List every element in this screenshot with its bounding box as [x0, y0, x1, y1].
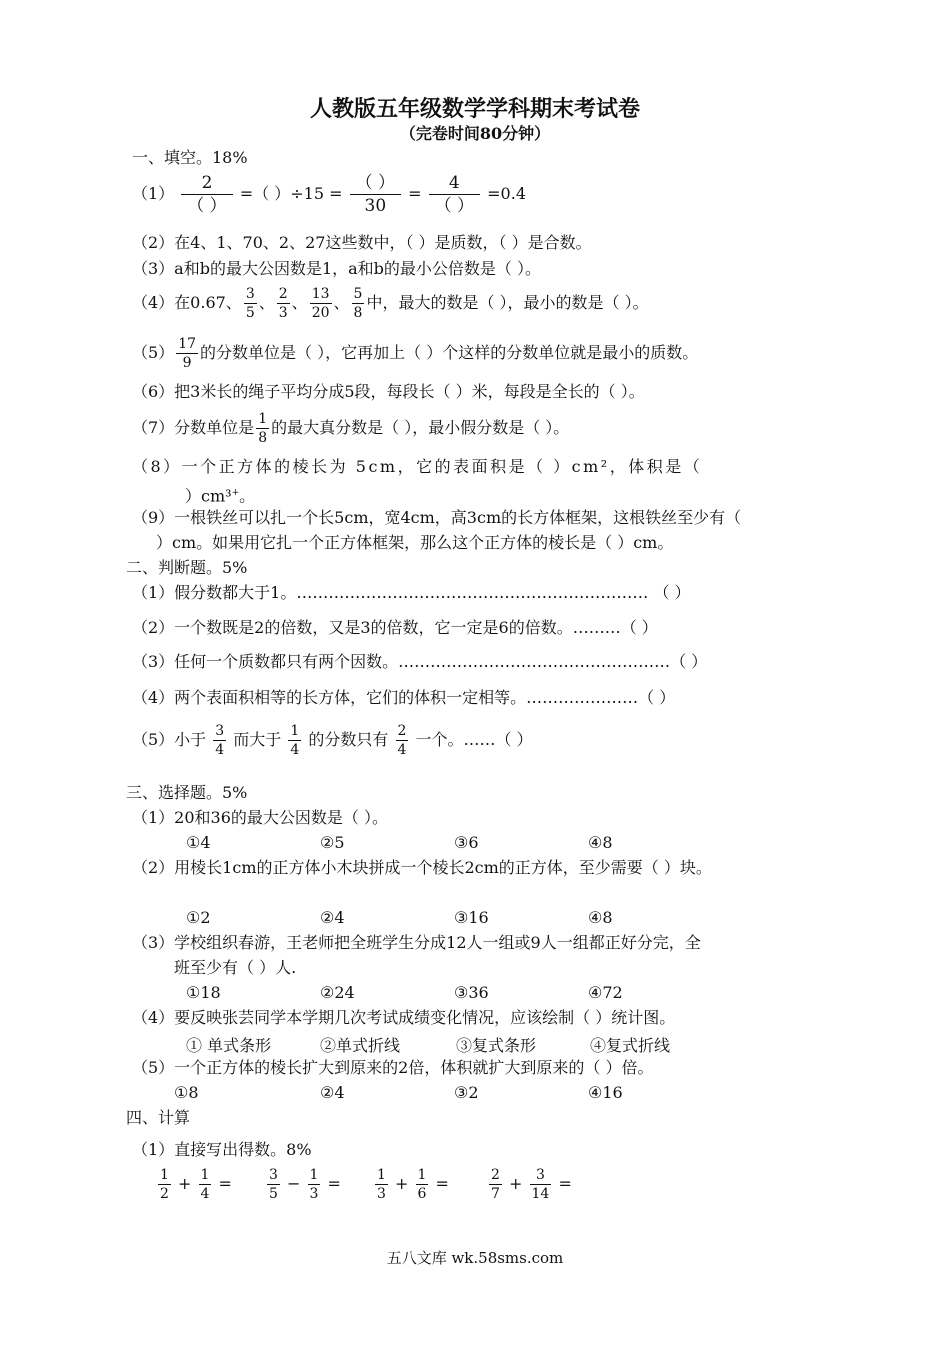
- question-2-3: （3）任何一个质数都只有两个因数。……………………………………………（ ）: [132, 652, 708, 671]
- question-3-3-line1: （3）学校组织春游，王老师把全班学生分成12人一组或9人一组都正好分完，全: [132, 933, 701, 952]
- calc-item-2: [265, 1166, 341, 1203]
- option: ②4: [320, 1083, 345, 1102]
- question-4-1: （1）直接写出得数。8%: [132, 1140, 312, 1159]
- denominator: （ ）: [187, 196, 227, 216]
- denominator: 5: [269, 1186, 278, 1202]
- denominator: 4: [290, 742, 300, 758]
- question-2-4: （4）两个表面积相等的长方体，它们的体积一定相等。…………………（ ）: [132, 688, 676, 707]
- text: ）cm³: [185, 486, 232, 506]
- denominator: 20: [311, 305, 330, 321]
- denominator: 3: [278, 305, 288, 321]
- question-1-9-line2: ）cm。如果用它扎一个正方体框架，那么这个正方体的棱长是（ ）cm。: [156, 533, 674, 552]
- question-3-5: （5）一个正方体的棱长扩大到原来的2倍，体积就扩大到原来的（ ）倍。: [132, 1058, 654, 1077]
- numerator: 1: [160, 1167, 169, 1183]
- fraction: [176, 335, 198, 372]
- denominator: 4: [215, 742, 225, 758]
- denominator: 7: [491, 1186, 500, 1202]
- option: ①18: [186, 983, 221, 1002]
- option: ④8: [588, 908, 613, 927]
- option: ①2: [186, 908, 211, 927]
- numerator: 1: [417, 1167, 427, 1183]
- fraction: [267, 1166, 280, 1203]
- numerator: 1: [200, 1167, 210, 1183]
- fraction: [308, 1166, 321, 1203]
- question-1-2: （2）在4、1、70、2、27这些数中，（ ）是质数，（ ）是合数。: [132, 233, 592, 252]
- option: ②24: [320, 983, 355, 1002]
- text: =0.4: [487, 184, 526, 203]
- numerator: （ ）: [350, 172, 401, 195]
- text: （5）小于: [132, 730, 207, 749]
- question-2-1: （1）假分数都大于1。………………………………………………………… （ ）: [132, 583, 691, 602]
- footer-watermark: 五八文库 wk.58sms.com: [386, 1249, 564, 1267]
- option: ① 单式条形: [186, 1036, 272, 1055]
- question-1-5: [132, 335, 698, 372]
- denominator: 8: [258, 430, 268, 446]
- option: ③复式条形: [456, 1036, 537, 1055]
- section-fill-blank-heading: 一、填空。18%: [132, 148, 248, 167]
- calc-item-1: [156, 1166, 232, 1203]
- fraction: [213, 722, 226, 759]
- equals-sign: =: [435, 1174, 449, 1193]
- calc-item-4: [487, 1166, 572, 1203]
- option: ④8: [588, 833, 613, 852]
- fraction: [416, 1166, 429, 1203]
- denominator: （ ）: [434, 196, 475, 216]
- calc-item-3: [373, 1166, 449, 1203]
- option: ④72: [588, 983, 623, 1002]
- fraction: [199, 1166, 212, 1203]
- question-label: （1）: [132, 184, 175, 203]
- fraction: [288, 722, 301, 759]
- fraction: [352, 285, 365, 322]
- equals-sign: =: [558, 1174, 572, 1193]
- option: ④复式折线: [590, 1036, 671, 1055]
- text: 的分数只有: [308, 730, 389, 749]
- text: 而大于: [233, 730, 282, 749]
- superscript-mark: +: [231, 488, 240, 498]
- section-calculation-heading: 四、计算: [126, 1108, 191, 1127]
- denominator: 8: [353, 305, 363, 321]
- question-3-4: （4）要反映张芸同学本学期几次考试成绩变化情况，应该绘制（ ）统计图。: [132, 1008, 676, 1027]
- section-multiple-choice-heading: 三、选择题。5%: [126, 783, 248, 802]
- numerator: 5: [353, 286, 363, 302]
- numerator: 17: [178, 336, 197, 352]
- denominator: 3: [377, 1186, 386, 1202]
- option: ③2: [454, 1083, 479, 1102]
- fraction: [244, 285, 257, 322]
- question-2-5: [132, 722, 533, 759]
- question-1-6: （6）把3米长的绳子平均分成5段，每段长（ ）米，每段是全长的（ ）。: [132, 382, 645, 401]
- option: ②5: [320, 833, 345, 852]
- numerator: 1: [377, 1167, 386, 1183]
- text: =: [408, 184, 422, 203]
- numerator: 3: [269, 1167, 278, 1183]
- equals-sign: =: [327, 1174, 341, 1193]
- text: 中，最大的数是（ ），最小的数是（ ）。: [366, 293, 649, 312]
- text: 、: [291, 293, 308, 312]
- fraction: [489, 1166, 502, 1203]
- fraction: [277, 285, 290, 322]
- text: 、: [333, 293, 350, 312]
- question-1-1: [132, 172, 526, 217]
- fraction: [181, 172, 232, 217]
- numerator: 3: [215, 723, 225, 739]
- question-1-9-line1: （9）一根铁丝可以扎一个长5cm，宽4cm，高3cm的长方体框架，这根铁丝至少有（: [132, 508, 742, 527]
- text: 一个。……（ ）: [415, 730, 533, 749]
- numerator: 2: [278, 286, 288, 302]
- fraction: [310, 285, 332, 322]
- option: ②单式折线: [320, 1036, 401, 1055]
- denominator: 9: [182, 355, 192, 371]
- text: （5）: [132, 343, 175, 362]
- numerator: 1: [290, 723, 300, 739]
- option: ③6: [454, 833, 479, 852]
- option: ①8: [174, 1083, 199, 1102]
- numerator: 1: [258, 411, 268, 427]
- question-3-1: （1）20和36的最大公因数是（ ）。: [132, 808, 388, 827]
- text: 。: [239, 486, 256, 506]
- fraction: [530, 1166, 552, 1203]
- fraction: [396, 722, 409, 759]
- numerator: 2: [181, 172, 232, 195]
- numerator: 2: [491, 1167, 500, 1183]
- fraction: [158, 1166, 171, 1203]
- operator: +: [395, 1174, 409, 1193]
- numerator: 13: [311, 286, 330, 302]
- question-1-3: （3）a和b的最大公因数是1，a和b的最小公倍数是（ ）。: [132, 259, 542, 278]
- option: ②4: [320, 908, 345, 927]
- question-3-3-line2: 班至少有（ ）人.: [174, 958, 297, 977]
- option: ③16: [454, 908, 489, 927]
- fraction: [429, 172, 480, 217]
- denominator: 30: [364, 196, 387, 216]
- denominator: 3: [309, 1186, 319, 1202]
- operator: +: [178, 1174, 192, 1193]
- fraction: [375, 1166, 388, 1203]
- question-1-4: [132, 285, 649, 322]
- question-3-2: （2）用棱长1cm的正方体小木块拼成一个棱长2cm的正方体，至少需要（ ）块。: [132, 858, 712, 877]
- page-title: 人教版五年级数学学科期末考试卷: [309, 96, 640, 122]
- section-true-false-heading: 二、判断题。5%: [126, 558, 248, 577]
- operator: +: [509, 1174, 523, 1193]
- denominator: 5: [245, 305, 255, 321]
- denominator: 4: [200, 1186, 210, 1202]
- denominator: 4: [397, 742, 407, 758]
- text: 的最大真分数是（ ），最小假分数是（ ）。: [271, 418, 570, 437]
- numerator: 1: [309, 1167, 319, 1183]
- text: 的分数单位是（ ），它再加上（ ）个这样的分数单位就是最小的质数。: [200, 343, 699, 362]
- fraction: [350, 172, 401, 217]
- question-1-8-line2: [185, 483, 255, 506]
- numerator: 2: [397, 723, 407, 739]
- option: ④16: [588, 1083, 623, 1102]
- denominator: 6: [417, 1186, 427, 1202]
- text: （7）分数单位是: [132, 418, 255, 437]
- text: =（ ）÷15 =: [239, 184, 343, 203]
- question-1-7: [132, 410, 569, 447]
- text: （4）在0.67、: [132, 293, 242, 312]
- fraction: [256, 410, 269, 447]
- numerator: 4: [429, 172, 480, 195]
- option: ①4: [186, 833, 211, 852]
- denominator: 2: [160, 1186, 169, 1202]
- question-2-2: （2）一个数既是2的倍数，又是3的倍数，它一定是6的倍数。………（ ）: [132, 618, 658, 637]
- equals-sign: =: [218, 1174, 232, 1193]
- operator: −: [287, 1174, 301, 1193]
- numerator: 3: [530, 1166, 552, 1185]
- option: ③36: [454, 983, 489, 1002]
- question-1-8-line1: （8）一个正方体的棱长为 5cm，它的表面积是（ ）cm²，体积是（: [132, 457, 703, 476]
- text: 、: [258, 293, 275, 312]
- numerator: 3: [245, 286, 255, 302]
- page-subtitle: （完卷时间80分钟）: [399, 124, 551, 143]
- denominator: 14: [531, 1186, 550, 1202]
